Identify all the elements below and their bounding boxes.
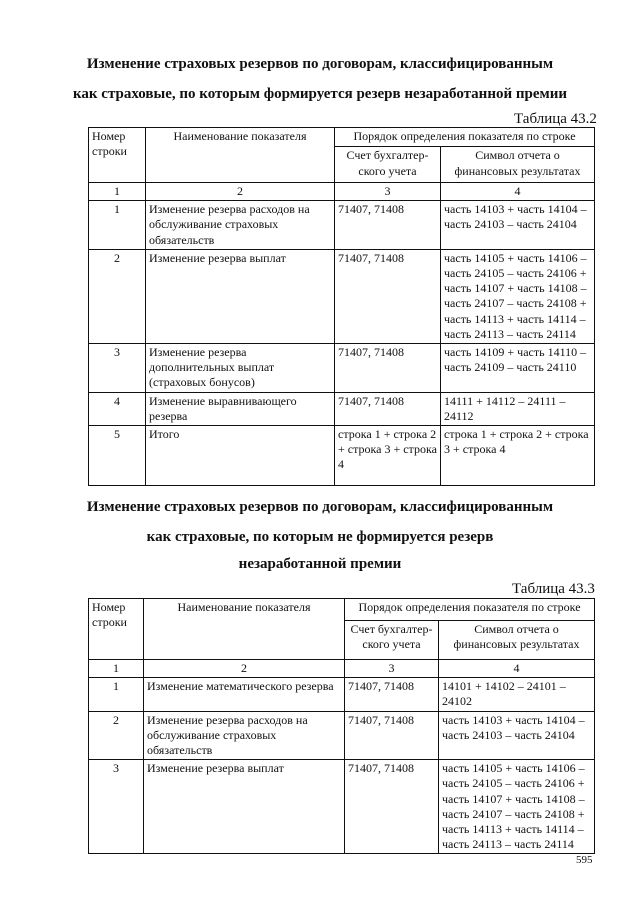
column-number: 4: [439, 660, 595, 678]
row-number: 4: [89, 392, 146, 425]
table-row: [89, 392, 595, 425]
row-symbol: часть 14103 + часть 14104 – часть 24103 – часть 24104: [439, 711, 595, 760]
column-number: 4: [441, 183, 595, 201]
col-header-name: Наименование показателя: [144, 599, 345, 660]
table-43-2-caption: Таблица 43.2: [514, 111, 597, 127]
row-number: 3: [89, 344, 146, 393]
column-number: 1: [89, 660, 144, 678]
table-43-2: [88, 127, 595, 486]
section1-title-line1: Изменение страховых резервов по договорам, классифицированным: [86, 56, 554, 72]
row-account: 71407, 71408: [345, 678, 439, 711]
row-number: 3: [89, 760, 144, 854]
row-symbol: 14101 + 14102 – 24101 – 24102: [439, 678, 595, 711]
row-account: строка 1 + строка 2 + строка 3 + строка 4: [335, 426, 441, 486]
section2-title-line1: Изменение страховых резервов по договорам, классифицированным: [86, 499, 554, 515]
section1-title-line2: как страховые, по которым формируется резерв незаработанной премии: [72, 86, 567, 102]
column-number: 3: [335, 183, 441, 201]
col-header-name: Наименование показателя: [146, 128, 335, 183]
col-header-symbol: Символ отчета о финансовых результатах: [441, 147, 595, 183]
row-name: Изменение резерва выплат: [144, 760, 345, 854]
col-header-group: Порядок определения показателя по строке: [345, 599, 595, 621]
row-name: Изменение резерва расходов на обслуживание страховых обязательств: [144, 711, 345, 760]
row-name: Итого: [146, 426, 335, 486]
row-account: 71407, 71408: [335, 249, 441, 343]
row-name: Изменение резерва расходов на обслуживание страховых обязательств: [146, 201, 335, 250]
row-name: Изменение математического резерва: [144, 678, 345, 711]
col-header-group: Порядок определения показателя по строке: [335, 128, 595, 147]
section2-title-line3: незаработанной премии: [238, 556, 402, 572]
table-43-3-caption: Таблица 43.3: [512, 581, 595, 597]
row-name: Изменение выравнивающего резерва: [146, 392, 335, 425]
column-number: 2: [144, 660, 345, 678]
row-symbol: часть 14103 + часть 14104 – часть 24103 – часть 24104: [441, 201, 595, 250]
row-account: 71407, 71408: [345, 711, 439, 760]
row-symbol: часть 14109 + часть 14110 – часть 24109 – часть 24110: [441, 344, 595, 393]
row-name: Изменение резерва выплат: [146, 249, 335, 343]
table-row: [89, 711, 595, 760]
column-number-row: [89, 660, 595, 678]
col-header-account: Счет бухгалтер-ского учета: [335, 147, 441, 183]
row-number: 1: [89, 201, 146, 250]
col-header-account: Счет бухгалтер-ского учета: [345, 620, 439, 660]
row-number: 1: [89, 678, 144, 711]
table-row: [89, 249, 595, 343]
row-name: Изменение резерва дополнительных выплат (страховых бонусов): [146, 344, 335, 393]
row-symbol: часть 14105 + часть 14106 – часть 24105 – часть 24106 + часть 14107 + часть 14108 – часть 24107 – часть 24108 + часть 14113 + часть 14114 – часть 24113 – часть 24114: [441, 249, 595, 343]
row-symbol: часть 14105 + часть 14106 – часть 24105 – часть 24106 + часть 14107 + часть 14108 – часть 24107 – часть 24108 + часть 14113 + часть 14114 – часть 24113 – часть 24114: [439, 760, 595, 854]
table-row: [89, 678, 595, 711]
row-account: 71407, 71408: [335, 392, 441, 425]
table-header-row: [89, 128, 595, 147]
table-row: [89, 344, 595, 393]
row-number: 2: [89, 249, 146, 343]
page-number: 595: [576, 854, 593, 866]
table-row: [89, 426, 595, 486]
col-header-num: Номер строки: [89, 128, 146, 183]
row-number: 5: [89, 426, 146, 486]
row-symbol: 14111 + 14112 – 24111 – 24112: [441, 392, 595, 425]
row-symbol: строка 1 + строка 2 + строка 3 + строка 4: [441, 426, 595, 486]
row-account: 71407, 71408: [335, 201, 441, 250]
col-header-symbol: Символ отчета о финансовых результатах: [439, 620, 595, 660]
column-number: 3: [345, 660, 439, 678]
table-row: [89, 201, 595, 250]
column-number: 1: [89, 183, 146, 201]
section2-title-line2: как страховые, по которым не формируется резерв: [146, 529, 494, 545]
col-header-num: Номер строки: [89, 599, 144, 660]
column-number: 2: [146, 183, 335, 201]
row-account: 71407, 71408: [335, 344, 441, 393]
row-number: 2: [89, 711, 144, 760]
column-number-row: [89, 183, 595, 201]
table-header-row: [89, 599, 595, 621]
row-account: 71407, 71408: [345, 760, 439, 854]
table-row: [89, 760, 595, 854]
table-43-3: [88, 598, 595, 854]
